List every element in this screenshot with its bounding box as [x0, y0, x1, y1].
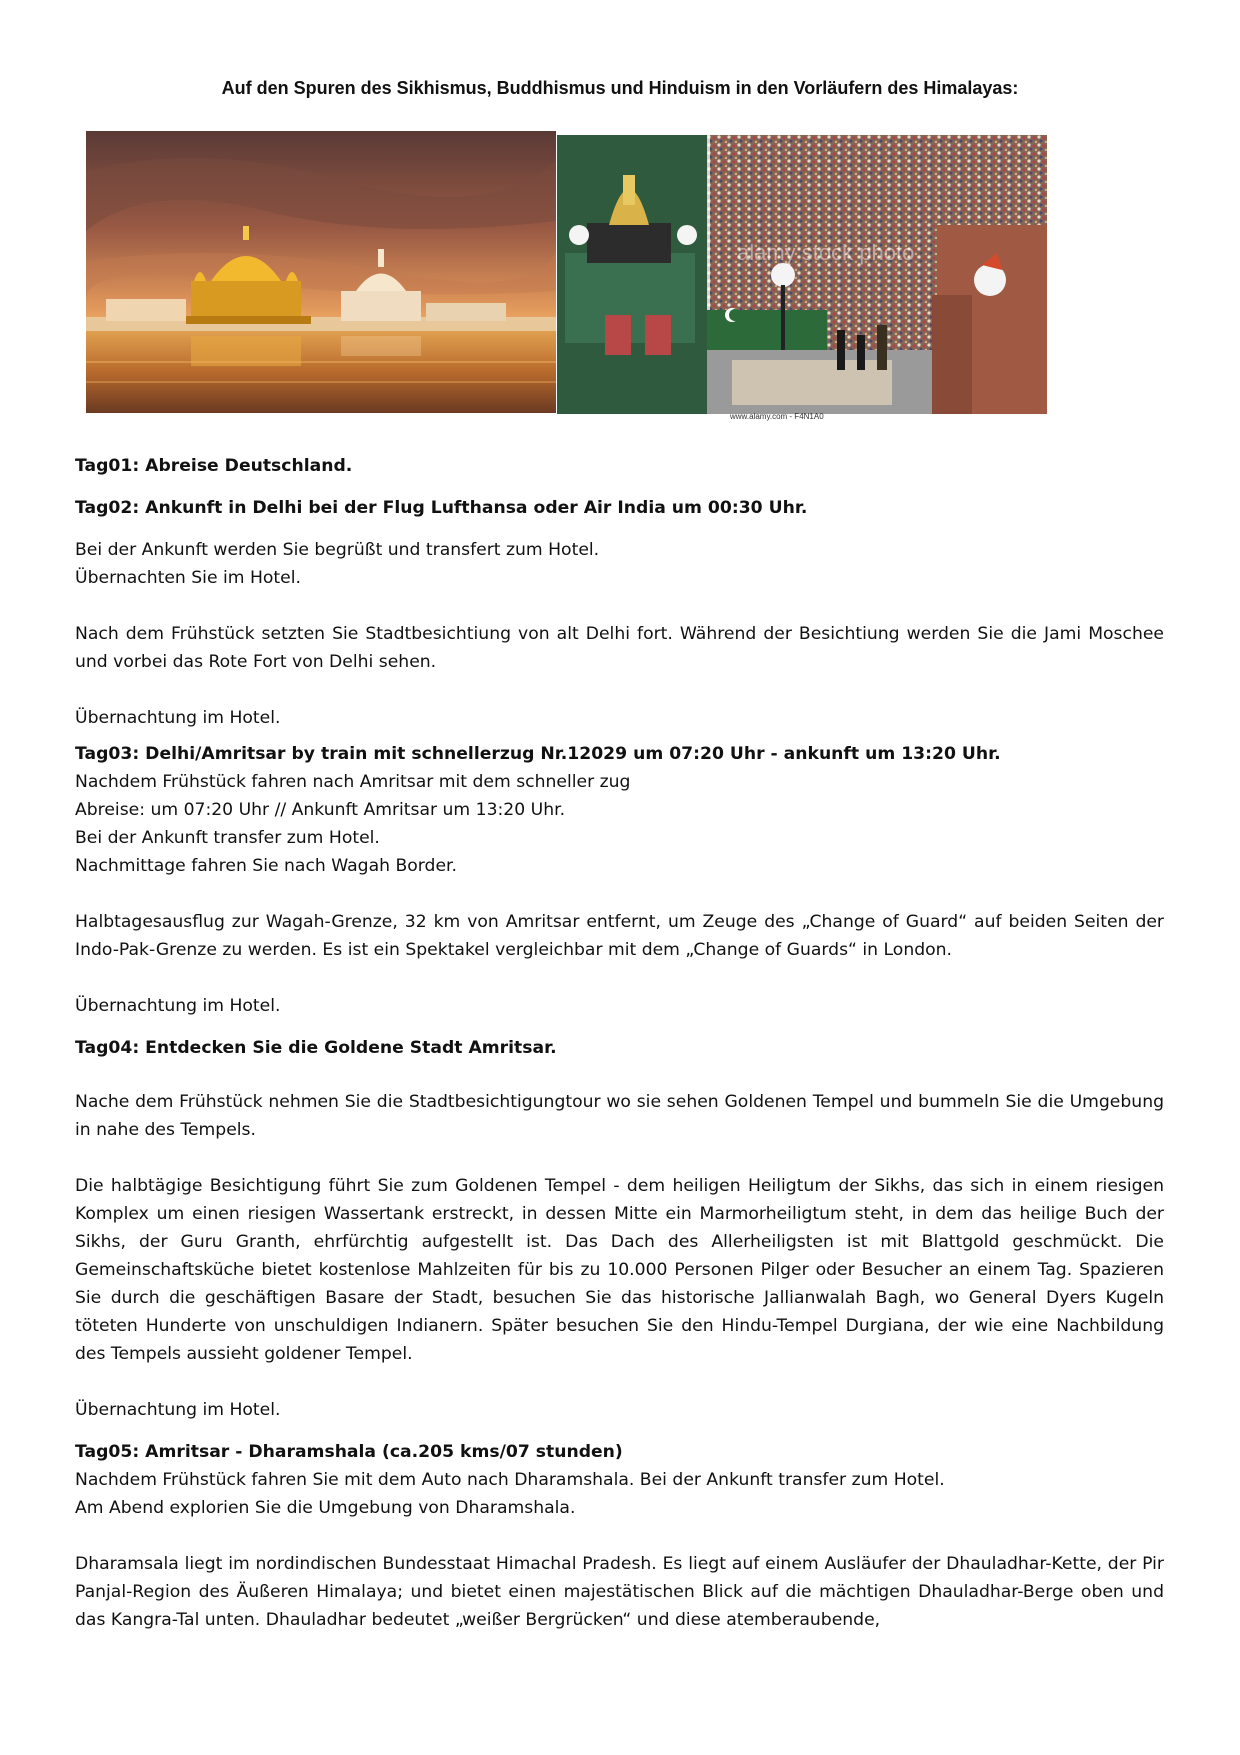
day03-paragraph: Halbtagesausflug zur Wagah-Grenze, 32 km von Amritsar entfernt, um Zeuge des „Change of Guard“ auf beiden Seiten der Indo-Pak-Grenze zu werden. Es ist ein Spektakel vergleichbar mit dem „Change of Guards“ in London. [75, 912, 1164, 960]
day02-overnight-line: Übernachten Sie im Hotel. [75, 568, 301, 588]
page-title: Auf den Spuren des Sikhismus, Buddhismus und Hinduism in den Vorläufern des Himalayas: [221, 78, 1019, 98]
day05-line-2: Am Abend explorien Sie die Umgebung von Dharamshala. [75, 1498, 576, 1518]
day05-paragraph: Dharamsala liegt im nordindischen Bundesstaat Himachal Pradesh. Es liegt auf einem Ausläufer der Dhauladhar-Kette, der Pir Panjal-Region des Äußeren Himalaya; und bietet einen majestätischen Blick auf die mächtigen Dhauladhar-Berge oben und das Kangra-Tal unten. Dhauladhar bedeutet „weißer Bergrücken“ und diese atemberaubende, [75, 1554, 1164, 1630]
day03-line-4: Nachmittage fahren Sie nach Wagah Border. [75, 856, 457, 876]
day05-heading: Tag05: Amritsar - Dharamshala (ca.205 kms/07 stunden) [75, 1442, 623, 1462]
day05-line-1: Nachdem Frühstück fahren Sie mit dem Auto nach Dharamshala. Bei der Ankunft transfer zum Hotel. [75, 1470, 945, 1490]
day03-line-1: Nachdem Frühstück fahren nach Amritsar mit dem schneller zug [75, 772, 631, 792]
golden-temple-photo [86, 131, 556, 413]
day01-heading: Tag01: Abreise Deutschland. [75, 456, 353, 476]
day02-arrival-line: Bei der Ankunft werden Sie begrüßt und transfert zum Hotel. [75, 540, 600, 560]
photo-credit: www.alamy.com - F4N1A0 [730, 412, 824, 421]
photo-watermark: alamy stock photo [737, 240, 915, 265]
day03-heading: Tag03: Delhi/Amritsar by train mit schnellerzug Nr.12029 um 07:20 Uhr - ankunft um 13:20 Uhr. [75, 744, 1001, 764]
day02-paragraph: Nach dem Frühstück setzten Sie Stadtbesichtiung von alt Delhi fort. Während der Besichtiung werden Sie die Jami Moschee und vorbei das Rote Fort von Delhi sehen. [75, 624, 1164, 672]
wagah-border-photo [557, 135, 1047, 414]
day04-paragraph-1: Nache dem Frühstück nehmen Sie die Stadtbesichtigungtour wo sie sehen Goldenen Tempel und bummeln Sie die Umgebung in nahe des Tempels. [75, 1092, 1164, 1140]
day04-overnight: Übernachtung im Hotel. [75, 1400, 281, 1420]
day03-line-3: Bei der Ankunft transfer zum Hotel. [75, 828, 380, 848]
day02-heading: Tag02: Ankunft in Delhi bei der Flug Lufthansa oder Air India um 00:30 Uhr. [75, 498, 808, 518]
day03-overnight: Übernachtung im Hotel. [75, 996, 281, 1016]
header-photos [86, 131, 1050, 418]
day03-line-2: Abreise: um 07:20 Uhr // Ankunft Amritsar um 13:20 Uhr. [75, 800, 566, 820]
day02-overnight: Übernachtung im Hotel. [75, 708, 281, 728]
day04-heading: Tag04: Entdecken Sie die Goldene Stadt Amritsar. [75, 1038, 557, 1058]
itinerary [75, 452, 1164, 1634]
day04-paragraph-2: Die halbtägige Besichtigung führt Sie zum Goldenen Tempel - dem heiligen Heiligtum der Sikhs, das sich in einem riesigen Komplex um einen riesigen Wassertank erstreckt, in dessen Mitte ein Marmorheiligtum steht, in dem das heilige Buch der Sikhs, der Guru Granth, ehrfürchtig aufgestellt ist. Das Dach des Allerheiligsten ist mit Blattgold geschmückt. Die Gemeinschaftsküche bietet kostenlose Mahlzeiten für bis zu 10.000 Personen Pilger oder Besucher an einem Tag. Spazieren Sie durch die geschäftigen Basare der Stadt, besuchen Sie das historische Jallianwalah Bagh, wo General Dyers Kugeln töteten Hunderte von unschuldigen Indianern. Später besuchen Sie den Hindu-Tempel Durgiana, der wie eine Nachbildung des Tempels aussieht goldener Tempel. [75, 1176, 1164, 1364]
